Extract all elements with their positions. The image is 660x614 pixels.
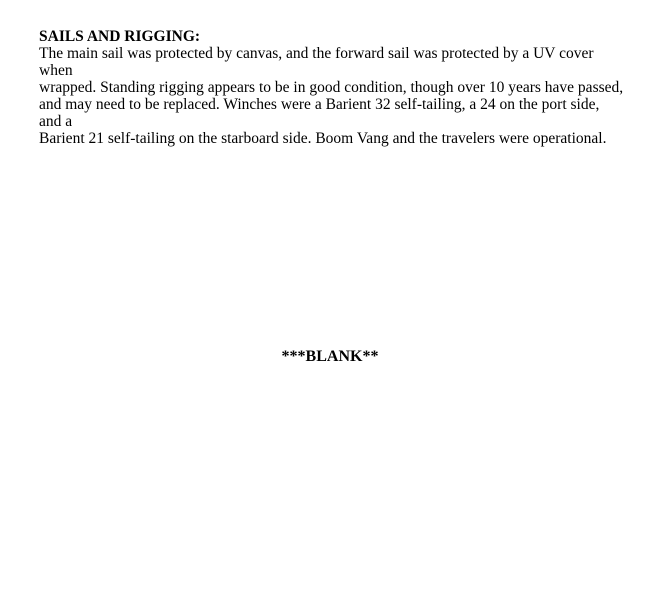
body-line: wrapped. Standing rigging appears to be in good condition, though over 10 years have passed, [39, 79, 624, 96]
body-line: The main sail was protected by canvas, and the forward sail was protected by a UV cover when [39, 45, 594, 79]
section-body [39, 45, 624, 147]
sails-and-rigging-section [39, 28, 624, 147]
section-heading: SAILS AND RIGGING: [39, 28, 201, 45]
body-line: and may need to be replaced. Winches were a Barient 32 self-tailing, a 24 on the port side, and a [39, 96, 600, 130]
blank-marker: ***BLANK** [281, 348, 379, 365]
body-line: Barient 21 self-tailing on the starboard side. Boom Vang and the travelers were operational. [39, 130, 607, 147]
